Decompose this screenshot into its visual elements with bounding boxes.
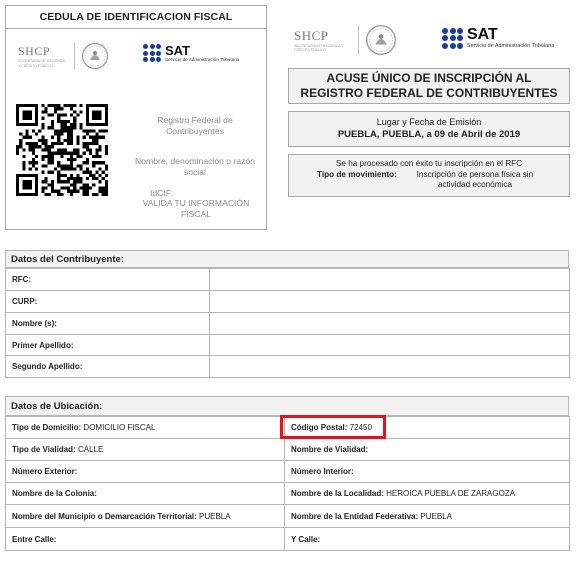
field-value — [210, 269, 570, 291]
ubicacion-row — [6, 439, 570, 461]
field-value: 72450 — [349, 423, 372, 432]
field-label: RFC: — [12, 275, 32, 284]
ubicacion-cell — [6, 505, 285, 528]
shcp-logo — [18, 42, 109, 70]
sat-mark-icon — [442, 28, 463, 49]
movimiento-box — [288, 154, 570, 197]
field-label: Tipo de Domicilio: — [12, 423, 82, 432]
ubicacion-title: Datos de Ubicación: — [5, 396, 569, 416]
ubicacion-cell — [6, 483, 285, 505]
ubicacion-row — [6, 505, 570, 528]
contribuyente-row — [6, 335, 570, 356]
contribuyente-row — [6, 291, 570, 313]
field-label: Nombre del Municipio o Demarcación Territorial: — [12, 511, 197, 521]
ubicacion-cell — [285, 505, 570, 528]
qr-code — [16, 104, 108, 196]
ubicacion-cell — [6, 461, 285, 483]
ubicacion-cell — [285, 439, 570, 461]
shcp-subtitle: SECRETARÍA DE HACIENDA Y CRÉDITO PÚBLICO — [18, 59, 65, 68]
acuse-title-line2: REGISTRO FEDERAL DE CONTRIBUYENTES — [300, 86, 558, 100]
cedula-title: CEDULA DE IDENTIFICACION FISCAL — [6, 6, 266, 29]
codigo-postal-highlight — [280, 415, 386, 439]
ubicacion-cell — [285, 528, 570, 551]
field-value: DOMICILIO FISCAL — [83, 423, 156, 432]
field-label: Primer Apellido: — [12, 340, 74, 350]
mexico-coat-of-arms-icon — [365, 24, 397, 56]
field-value: PUEBLA — [199, 511, 231, 521]
contribuyente-cell-label — [6, 313, 210, 335]
ubicacion-row — [6, 461, 570, 483]
sat-subtitle: Servicio de Administración Tributaria — [165, 57, 240, 62]
field-label: Nombre de la Entidad Federativa: — [291, 511, 419, 521]
field-label: Código Postal: — [291, 423, 348, 432]
ubicacion-cell — [285, 483, 570, 505]
contribuyente-row — [6, 269, 570, 291]
field-value — [210, 313, 570, 335]
contribuyente-cell-label — [6, 356, 210, 378]
validate-text: VALIDA TU INFORMACIÓN FISCAL — [142, 198, 250, 219]
field-value — [210, 335, 570, 356]
shcp-logo-acuse — [294, 24, 397, 56]
sat-logo — [143, 44, 239, 62]
contribuyente-table — [5, 268, 570, 378]
contribuyente-row — [6, 356, 570, 378]
field-value: HEROICA PUEBLA DE ZARAGOZA — [386, 489, 516, 498]
field-label: CURP: — [12, 297, 38, 306]
field-label: Nombre (s): — [12, 319, 57, 328]
sat-word: SAT — [165, 43, 191, 58]
field-label: Número Exterior: — [12, 467, 78, 476]
name-label: Nombre, denominación o razón social — [135, 156, 255, 177]
field-label: Segundo Apellido: — [12, 362, 83, 371]
field-label: Entre Calle: — [12, 534, 57, 544]
field-label: Nombre de la Localidad: — [291, 489, 384, 498]
movimiento-value: Inscripción de persona física sin actividad económica — [416, 170, 534, 189]
contribuyente-title: Datos del Contribuyente: — [5, 250, 569, 268]
field-label: Nombre de Vialidad: — [291, 445, 369, 454]
field-value — [210, 356, 570, 378]
field-value — [210, 291, 570, 313]
ubicacion-cell — [6, 439, 285, 461]
ubicacion-cell — [6, 528, 285, 551]
contribuyente-cell-label — [6, 291, 210, 313]
acuse-title-box — [288, 68, 570, 104]
sat-word-acuse: SAT — [467, 26, 498, 43]
idcif-label: IdCIF: — [150, 188, 174, 198]
acuse-title-line1: ACUSE ÚNICO DE INSCRIPCIÓN AL — [326, 71, 532, 85]
field-label: Y Calle: — [291, 534, 321, 544]
shcp-word: SHCP — [18, 44, 51, 59]
lugar-fecha-box — [288, 111, 570, 147]
field-label: Nombre de la Colonia: — [12, 489, 97, 498]
mexico-coat-of-arms-icon — [81, 42, 109, 70]
contribuyente-row — [6, 313, 570, 335]
field-label: Número Interior: — [291, 467, 354, 476]
rfc-label: Registro Federal de Contribuyentes — [157, 115, 233, 136]
ubicacion-row — [6, 528, 570, 551]
field-value: PUEBLA — [420, 511, 452, 521]
lugar-value: PUEBLA, PUEBLA, a 09 de Abril de 2019 — [337, 129, 521, 140]
shcp-word-acuse: SHCP — [294, 27, 329, 43]
ubicacion-cell — [285, 461, 570, 483]
field-value: CALLE — [77, 445, 104, 454]
ubicacion-row — [6, 483, 570, 505]
sat-subtitle-acuse: Servicio de Administración Tributaria — [467, 43, 555, 49]
shcp-subtitle-acuse: SECRETARÍA DE HACIENDA Y CRÉDITO PÚBLICO — [294, 43, 344, 52]
contribuyente-cell-label — [6, 269, 210, 291]
field-label: Tipo de Vialidad: — [12, 445, 76, 454]
movimiento-label: Tipo de movimiento: — [317, 170, 397, 179]
contribuyente-cell-label — [6, 335, 210, 356]
sat-logo-acuse — [442, 27, 554, 49]
lugar-label: Lugar y Fecha de Emisión — [376, 117, 482, 127]
ubicacion-cell — [6, 417, 285, 439]
qr-code-icon — [16, 104, 108, 196]
sat-mark-icon — [143, 44, 161, 62]
processed-text: Se ha procesado con éxito tu inscripción en el RFC — [335, 159, 523, 168]
